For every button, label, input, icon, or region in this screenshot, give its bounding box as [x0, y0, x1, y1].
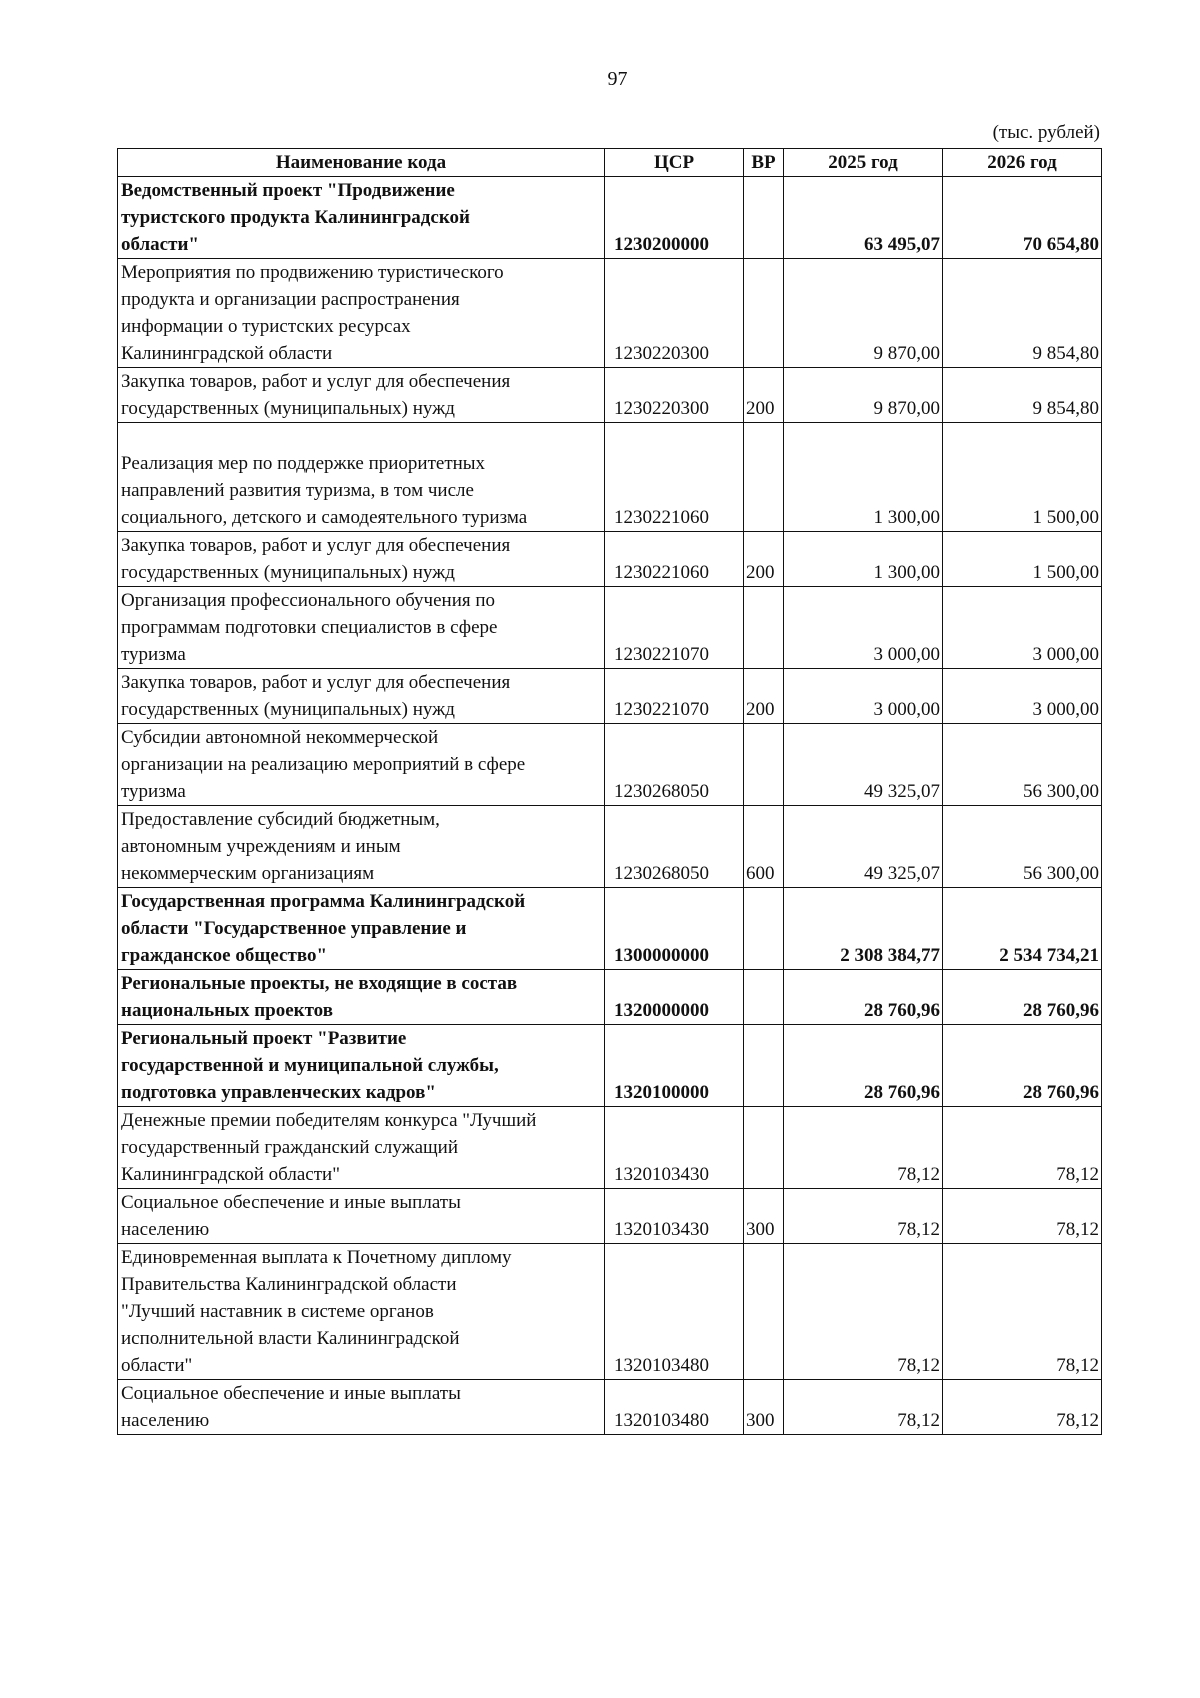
table-row [118, 669, 1102, 724]
row-name-line: Государственная программа Калининградской [121, 891, 526, 912]
row-2025-cell: 49 325,07 [784, 724, 943, 806]
row-2026-cell: 78,12 [943, 1380, 1102, 1435]
row-name-line: Закупка товаров, работ и услуг для обеспечения [121, 672, 511, 693]
row-2025-cell: 28 760,96 [784, 1025, 943, 1107]
row-name-line: Закупка товаров, работ и услуг для обеспечения [121, 535, 511, 556]
header-name: Наименование кода [118, 149, 605, 177]
row-name-line: Правительства Калининградской области [121, 1274, 457, 1295]
row-2026-cell: 78,12 [943, 1244, 1102, 1380]
table-row [118, 1380, 1102, 1435]
row-name-line: программам подготовки специалистов в сфере [121, 617, 498, 638]
row-csr-cell: 1230221060 [605, 423, 744, 532]
row-2026-cell: 1 500,00 [943, 532, 1102, 587]
row-name-cell [118, 888, 605, 970]
row-2025-cell: 78,12 [784, 1244, 943, 1380]
row-name-line: Единовременная выплата к Почетному диплому [121, 1247, 512, 1268]
row-name-line: Ведомственный проект "Продвижение [121, 180, 455, 201]
row-csr-cell: 1320100000 [605, 1025, 744, 1107]
row-csr-cell: 1320000000 [605, 970, 744, 1025]
row-2026-cell: 28 760,96 [943, 970, 1102, 1025]
table-row [118, 1189, 1102, 1244]
row-name-line: национальных проектов [121, 1000, 333, 1021]
row-name-line: гражданское общество" [121, 945, 327, 966]
header-csr: ЦСР [605, 149, 744, 177]
table-row [118, 587, 1102, 669]
row-name-line: информации о туристских ресурсах [121, 316, 411, 337]
row-name-line: области "Государственное управление и [121, 918, 467, 939]
row-csr-cell: 1230221070 [605, 669, 744, 724]
row-csr-cell: 1300000000 [605, 888, 744, 970]
table-row [118, 888, 1102, 970]
row-name-line: населению [121, 1219, 210, 1240]
table-row [118, 532, 1102, 587]
row-2026-cell: 1 500,00 [943, 423, 1102, 532]
row-2026-cell: 9 854,80 [943, 259, 1102, 368]
row-name-line: Социальное обеспечение и иные выплаты [121, 1192, 461, 1213]
budget-table [117, 148, 1102, 1435]
row-2025-cell: 63 495,07 [784, 177, 943, 259]
row-vr-cell [744, 587, 784, 669]
row-vr-cell: 600 [744, 806, 784, 888]
row-name-cell [118, 587, 605, 669]
table-row [118, 177, 1102, 259]
row-vr-cell: 200 [744, 532, 784, 587]
row-name-line: Денежные премии победителям конкурса "Лучший [121, 1110, 537, 1131]
row-csr-cell: 1230268050 [605, 806, 744, 888]
table-header-row [118, 149, 1102, 177]
row-name-line: области" [121, 234, 199, 255]
row-name-line: Социальное обеспечение и иные выплаты [121, 1383, 461, 1404]
table-row [118, 1244, 1102, 1380]
row-name-cell [118, 724, 605, 806]
row-name-line: социального, детского и самодеятельного туризма [121, 507, 528, 528]
row-vr-cell [744, 888, 784, 970]
row-2026-cell: 9 854,80 [943, 368, 1102, 423]
row-2025-cell: 78,12 [784, 1189, 943, 1244]
table-row [118, 970, 1102, 1025]
row-name-line: Региональный проект "Развитие [121, 1028, 407, 1049]
row-name-cell [118, 532, 605, 587]
row-2025-cell: 9 870,00 [784, 368, 943, 423]
row-name-line: туризма [121, 781, 186, 802]
row-2025-cell: 49 325,07 [784, 806, 943, 888]
row-name-cell [118, 806, 605, 888]
row-name-cell [118, 368, 605, 423]
row-name-cell [118, 177, 605, 259]
row-2025-cell: 9 870,00 [784, 259, 943, 368]
row-name-line: Калининградской области" [121, 1164, 340, 1185]
row-name-cell [118, 669, 605, 724]
row-name-cell [118, 259, 605, 368]
row-name-line: населению [121, 1410, 210, 1431]
row-name-cell [118, 423, 605, 532]
table-body [118, 177, 1102, 1435]
row-name-line: государственных (муниципальных) нужд [121, 699, 455, 720]
table-row [118, 259, 1102, 368]
row-name-line: Предоставление субсидий бюджетным, [121, 809, 440, 830]
row-name-line: организации на реализацию мероприятий в сфере [121, 754, 526, 775]
header-vr: ВР [744, 149, 784, 177]
row-name-cell [118, 1107, 605, 1189]
row-csr-cell: 1320103480 [605, 1244, 744, 1380]
row-2026-cell: 56 300,00 [943, 724, 1102, 806]
row-csr-cell: 1320103480 [605, 1380, 744, 1435]
row-csr-cell: 1230220300 [605, 259, 744, 368]
row-name-line: государственных (муниципальных) нужд [121, 562, 455, 583]
row-vr-cell [744, 970, 784, 1025]
row-csr-cell: 1230221070 [605, 587, 744, 669]
header-year-2025: 2025 год [784, 149, 943, 177]
row-name-line: области" [121, 1355, 193, 1376]
row-2025-cell: 28 760,96 [784, 970, 943, 1025]
row-name-line: Реализация мер по поддержке приоритетных [121, 453, 486, 474]
row-name-line: "Лучший наставник в системе органов [121, 1301, 434, 1322]
row-vr-cell [744, 177, 784, 259]
row-vr-cell [744, 259, 784, 368]
table-row [118, 724, 1102, 806]
row-vr-cell [744, 423, 784, 532]
row-2026-cell: 3 000,00 [943, 669, 1102, 724]
table-row [118, 368, 1102, 423]
row-name-line: государственных (муниципальных) нужд [121, 398, 455, 419]
row-name-line: исполнительной власти Калининградской [121, 1328, 460, 1349]
row-vr-cell: 200 [744, 669, 784, 724]
row-vr-cell [744, 1025, 784, 1107]
row-name-line: Организация профессионального обучения по [121, 590, 496, 611]
row-csr-cell: 1230268050 [605, 724, 744, 806]
header-year-2026: 2026 год [943, 149, 1102, 177]
row-name-line: туризма [121, 644, 186, 665]
row-name-cell [118, 1025, 605, 1107]
row-name-line: Калининградской области [121, 343, 333, 364]
row-name-line: продукта и организации распространения [121, 289, 460, 310]
units-label: (тыс. рублей) [992, 122, 1100, 143]
row-csr-cell: 1230221060 [605, 532, 744, 587]
row-name-cell [118, 1189, 605, 1244]
row-csr-cell: 1230200000 [605, 177, 744, 259]
row-name-line: Мероприятия по продвижению туристического [121, 262, 504, 283]
row-2026-cell: 2 534 734,21 [943, 888, 1102, 970]
row-name-cell [118, 1380, 605, 1435]
row-name-line: Закупка товаров, работ и услуг для обеспечения [121, 371, 511, 392]
row-name-line: Региональные проекты, не входящие в состав [121, 973, 518, 994]
row-name-line: Субсидии автономной некоммерческой [121, 727, 439, 748]
row-2025-cell: 78,12 [784, 1107, 943, 1189]
row-2026-cell: 78,12 [943, 1107, 1102, 1189]
table-row [118, 806, 1102, 888]
row-csr-cell: 1320103430 [605, 1189, 744, 1244]
row-name-line: государственной и муниципальной службы, [121, 1055, 499, 1076]
row-name-line: государственный гражданский служащий [121, 1137, 458, 1158]
row-vr-cell: 300 [744, 1189, 784, 1244]
row-name-cell [118, 1244, 605, 1380]
row-2025-cell: 78,12 [784, 1380, 943, 1435]
row-2025-cell: 3 000,00 [784, 669, 943, 724]
row-vr-cell [744, 1244, 784, 1380]
row-2026-cell: 28 760,96 [943, 1025, 1102, 1107]
row-name-line: автономным учреждениям и иным [121, 836, 401, 857]
row-vr-cell [744, 1107, 784, 1189]
row-name-line: туристского продукта Калининградской [121, 207, 470, 228]
row-name-cell [118, 970, 605, 1025]
row-csr-cell: 1320103430 [605, 1107, 744, 1189]
row-2026-cell: 56 300,00 [943, 806, 1102, 888]
row-2026-cell: 78,12 [943, 1189, 1102, 1244]
row-vr-cell [744, 724, 784, 806]
row-name-line: некоммерческим организациям [121, 863, 375, 884]
row-csr-cell: 1230220300 [605, 368, 744, 423]
blank-line [121, 423, 601, 450]
row-2026-cell: 3 000,00 [943, 587, 1102, 669]
row-name-line: направлений развития туризма, в том числе [121, 480, 474, 501]
table-row [118, 1107, 1102, 1189]
row-2025-cell: 3 000,00 [784, 587, 943, 669]
row-name-line: подготовка управленческих кадров" [121, 1082, 436, 1103]
row-2025-cell: 1 300,00 [784, 532, 943, 587]
table-row [118, 1025, 1102, 1107]
row-vr-cell: 300 [744, 1380, 784, 1435]
row-2025-cell: 2 308 384,77 [784, 888, 943, 970]
table-row [118, 423, 1102, 532]
page-number: 97 [607, 68, 628, 90]
row-2026-cell: 70 654,80 [943, 177, 1102, 259]
row-vr-cell: 200 [744, 368, 784, 423]
row-2025-cell: 1 300,00 [784, 423, 943, 532]
